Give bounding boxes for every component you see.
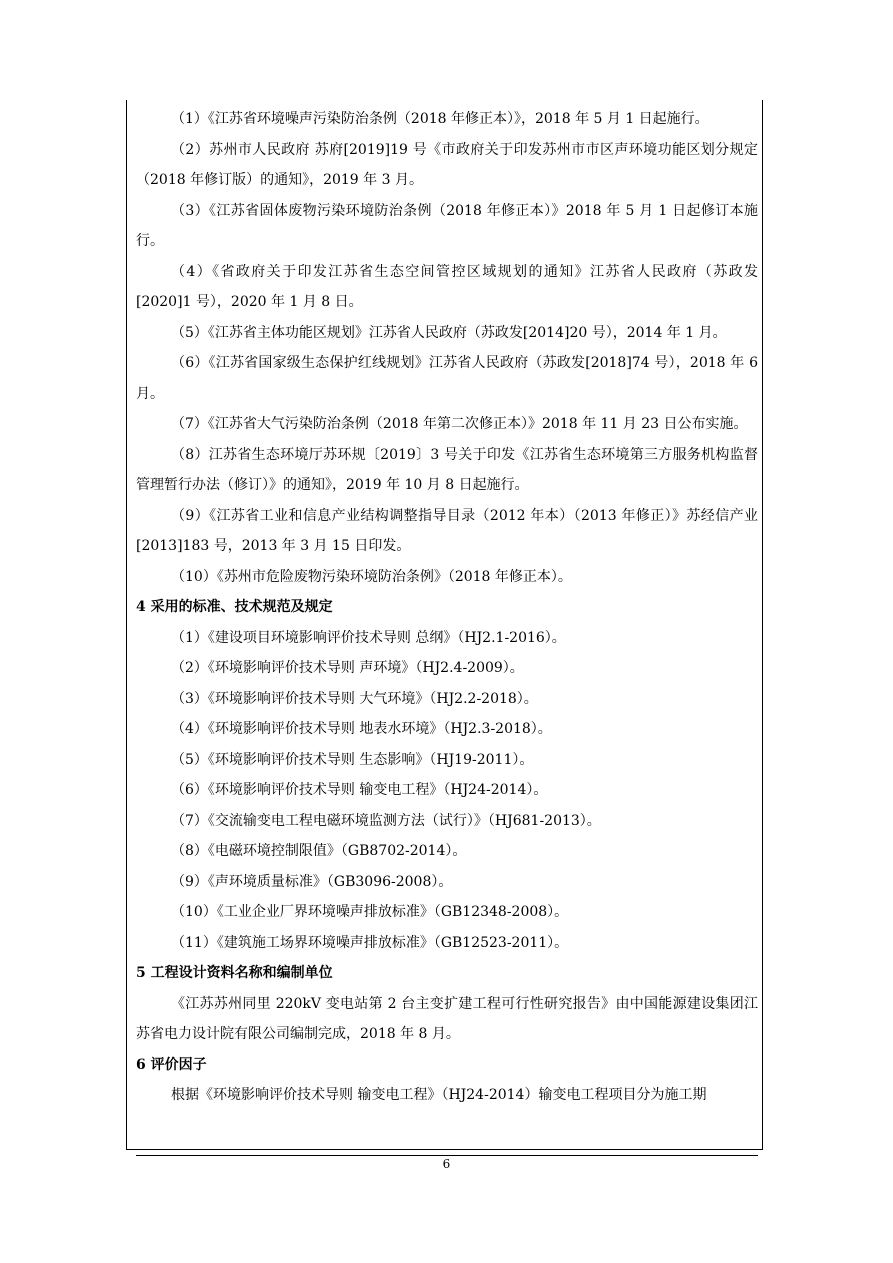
standard-item: （8）《电磁环境控制限值》（GB8702-2014）。 [171,843,467,859]
law-item: （10）《苏州市危险废物污染环境防治条例》（2018 年修正本）。 [171,568,572,585]
standard-item: （9）《声环境质量标准》（GB3096-2008）。 [171,873,453,890]
standard-item: （3）《环境影响评价技术导则 大气环境》（HJ2.2-2018）。 [171,690,538,707]
section-4-heading: 4 采用的标准、技术规范及规定 [136,599,333,615]
standard-item: （7）《交流输变电工程电磁环境监测方法（试行）》（HJ681-2013）。 [171,812,601,829]
law-item: （2）苏州市人民政府 苏府[2019]19 号《市政府关于印发苏州市市区声环境功能区划分规定（2018 年修订版）的通知》，2019 年 3 月。 [136,141,758,188]
standard-item: （6）《环境影响评价技术导则 输变电工程》（HJ24-2014）。 [171,782,548,798]
law-item: （9）《江苏省工业和信息产业结构调整指导目录（2012 年本）（2013 年修正）》苏经信产业[2013]183 号，2013 年 3 月 15 日印发。 [136,507,758,554]
law-item: （4）《省政府关于印发江苏省生态空间管控区域规划的通知》江苏省人民政府（苏政发[2020]1 号），2020 年 1 月 8 日。 [136,263,758,310]
law-item: （8）江苏省生态环境厅苏环规〔2019〕3 号关于印发《江苏省生态环境第三方服务机构监督管理暂行办法（修订）》的通知》，2019 年 10 月 8 日起施行。 [136,446,758,493]
page-number: 6 [442,1157,451,1171]
law-item: （3）《江苏省固体废物污染环境防治条例（2018 年修正本）》2018 年 5 月 1 日起修订本施行。 [136,202,758,249]
section-5-text: 《江苏苏州同里 220kV 变电站第 2 台主变扩建工程可行性研究报告》由中国能源建设集团江苏省电力设计院有限公司编制完成，2018 年 8 月。 [136,995,758,1042]
standard-item: （11）《建筑施工场界环境噪声排放标准》（GB12523-2011）。 [171,934,569,951]
standard-item: （2）《环境影响评价技术导则 声环境》（HJ2.4-2009）。 [171,660,524,676]
standard-item: （10）《工业企业厂界环境噪声排放标准》（GB12348-2008）。 [171,904,569,920]
page-content [136,104,758,1111]
section-5-heading: 5 工程设计资料名称和编制单位 [136,965,333,981]
section-6-heading: 6 评价因子 [136,1056,207,1073]
standard-item: （4）《环境影响评价技术导则 地表水环境》（HJ2.3-2018）。 [171,721,552,737]
law-item: （7）《江苏省大气污染防治条例（2018 年第二次修正本）》2018 年 11 月 23 日公布实施。 [171,416,748,432]
law-item: （5）《江苏省主体功能区规划》江苏省人民政府（苏政发[2014]20 号），2014 年 1 月。 [171,324,727,341]
standard-item: （5）《环境影响评价技术导则 生态影响》（HJ19-2011）。 [171,751,534,768]
law-item: （1）《江苏省环境噪声污染防治条例（2018 年修正本）》，2018 年 5 月 1 日起施行。 [171,111,709,127]
footer-divider [136,1155,758,1156]
law-item: （6）《江苏省国家级生态保护红线规划》江苏省人民政府（苏政发[2018]74 号），2018 年 6 月。 [136,355,758,402]
section-6-text: 根据《环境影响评价技术导则 输变电工程》（HJ24-2014）输变电工程项目分为施工期 [171,1087,707,1103]
standard-item: （1）《建设项目环境影响评价技术导则 总纲》（HJ2.1-2016）。 [171,629,566,646]
